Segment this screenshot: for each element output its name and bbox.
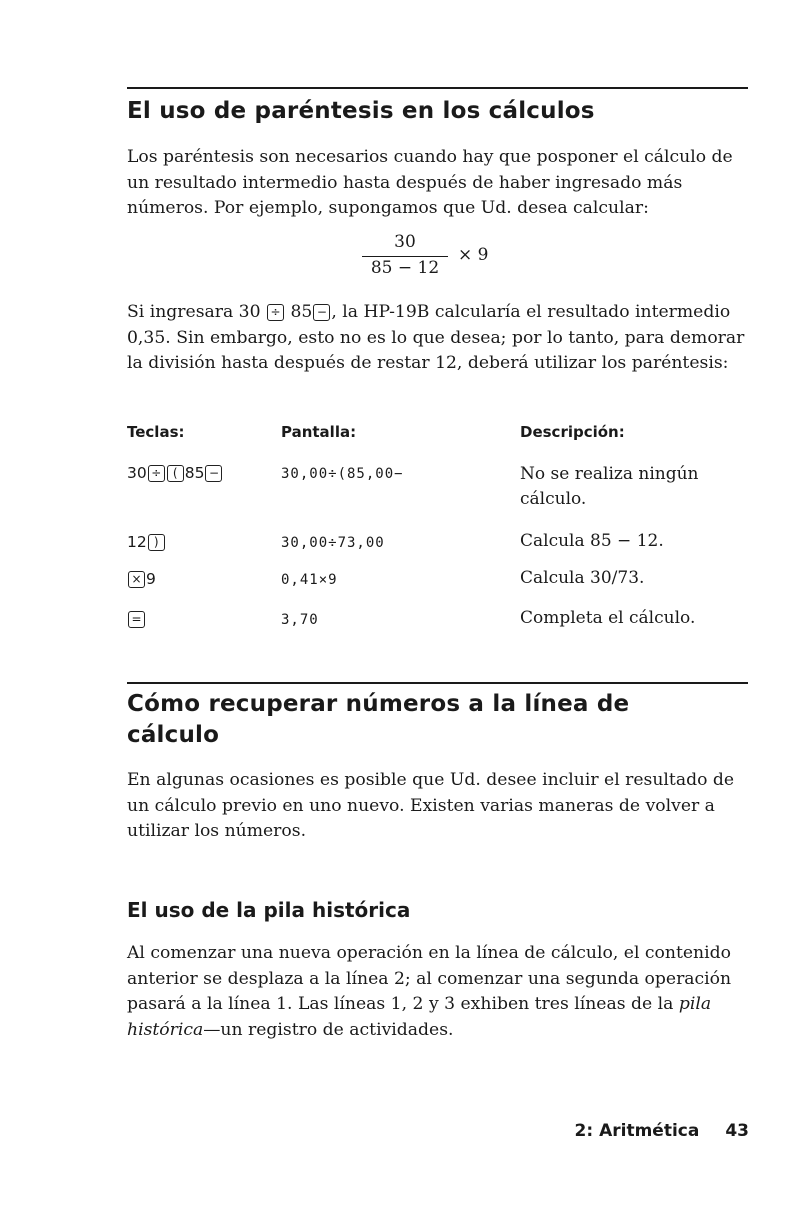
formula-denominator: 85 − 12 (370, 258, 440, 278)
chapter-label: 2: Aritmética (574, 1121, 700, 1141)
history-paragraph (127, 941, 748, 1043)
open-paren-key: ( (167, 465, 184, 482)
para2-c: , la HP-19B calcularía el resultado intermedio 0,35. Sin embargo, esto no es lo que desea; por lo tanto, para demorar la división hasta después de restar 12, deberá utilizar los paréntesis: (127, 302, 745, 373)
title-line-1: Cómo recuperar números a la línea de (127, 691, 630, 717)
table-row-keys (127, 464, 223, 482)
close-paren-key: ) (148, 534, 165, 551)
keys-text: 30 (127, 464, 147, 482)
formula-multiplier: × 9 (458, 245, 489, 265)
fraction-bar (362, 256, 448, 257)
section-title-history-stack: El uso de la pila histórica (127, 898, 411, 922)
page-footer (549, 1121, 749, 1141)
table-header-description: Descripción: (520, 423, 625, 441)
page-number: 43 (725, 1121, 749, 1141)
keys-text: 9 (146, 570, 156, 588)
table-row-keys (127, 533, 166, 551)
table-row-keys (127, 570, 156, 588)
divide-key: ÷ (267, 304, 284, 321)
title-line-2: cálculo (127, 722, 220, 748)
history-emphasis: pila histórica (127, 994, 712, 1040)
section-rule-1 (127, 87, 748, 89)
table-row-description: Calcula 85 − 12. (520, 531, 664, 551)
table-row-display: 3,70 (281, 612, 319, 628)
recover-paragraph: En algunas ocasiones es posible que Ud. desee incluir el resultado de un cálculo previo en uno nuevo. Existen varias maneras de volver a utilizar los números. (127, 770, 735, 841)
table-row-display: 30,00÷73,00 (281, 535, 385, 551)
equals-key: = (128, 611, 145, 628)
keys-text: 85 (184, 464, 205, 482)
example-formula (362, 232, 512, 282)
example-paragraph (127, 300, 748, 377)
table-header-keys: Teclas: (127, 423, 185, 441)
divide-key: ÷ (148, 465, 165, 482)
section-title-recover-numbers (127, 689, 629, 751)
formula-numerator: 30 (394, 232, 416, 252)
table-row-description: Calcula 30/73. (520, 568, 645, 588)
table-row-description: Completa el cálculo. (520, 608, 696, 628)
history-text-end: —un registro de actividades. (203, 1019, 454, 1040)
table-row-display: 30,00÷(85,00− (281, 466, 404, 482)
table-header-display: Pantalla: (281, 423, 357, 441)
para2-b: 85 (290, 302, 313, 322)
table-row-keys (127, 610, 146, 628)
table-row-display: 0,41×9 (281, 572, 338, 588)
intro-paragraph: Los paréntesis son necesarios cuando hay que posponer el cálculo de un resultado intermedio hasta después de haber ingresado más números. Por ejemplo, supongamos que Ud. desea calcular: (127, 147, 733, 218)
keys-text: 12 (127, 533, 147, 551)
multiply-key: × (128, 571, 145, 588)
minus-key: − (313, 304, 330, 321)
para2-a: Si ingresara 30 (127, 302, 261, 322)
minus-key: − (205, 465, 222, 482)
section-rule-2 (127, 682, 748, 684)
history-text: Al comenzar una nueva operación en la línea de cálculo, el contenido anterior se desplaza a la línea 2; al comenzar una segunda operación pasará a la línea 1. Las líneas 1, 2 y 3 exhiben tres líneas de la (127, 943, 732, 1014)
section-title-parentheses: El uso de paréntesis en los cálculos (127, 98, 595, 124)
table-row-description: No se realiza ningún cálculo. (520, 464, 699, 509)
